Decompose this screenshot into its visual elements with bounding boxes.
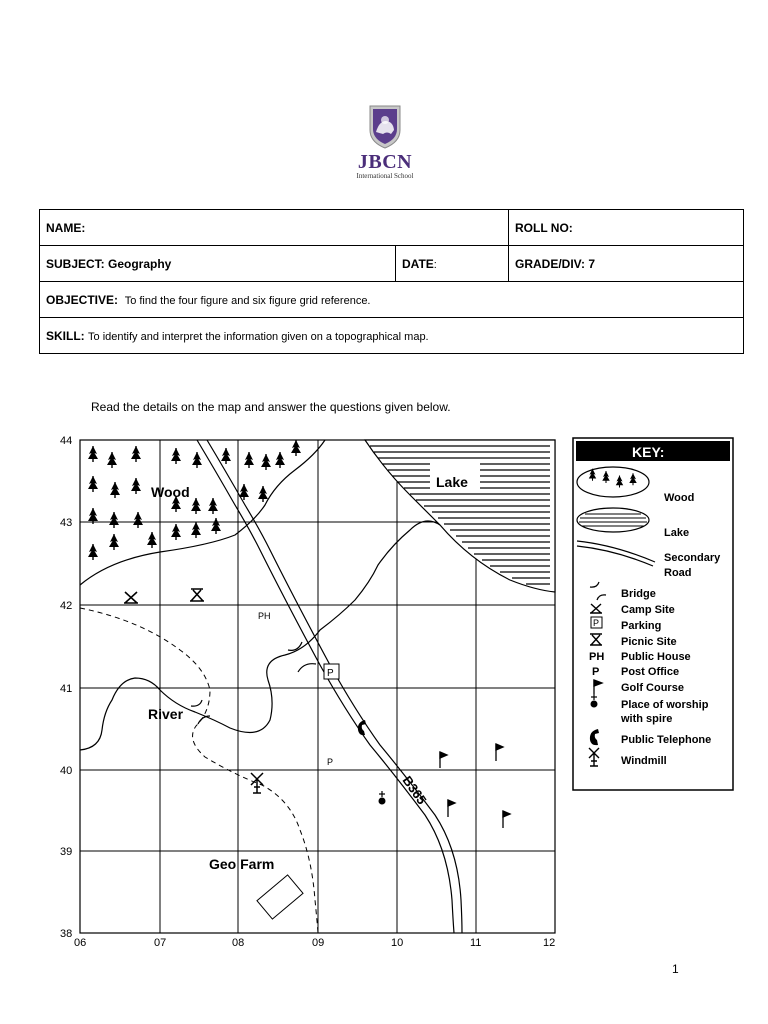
y-tick-39: 39 xyxy=(60,846,73,858)
y-tick-41: 41 xyxy=(60,683,73,695)
name-label: NAME: xyxy=(46,220,86,235)
wood-trees xyxy=(88,440,301,560)
instruction-text: Read the details on the map and answer the questions given below. xyxy=(91,400,451,414)
camp-site-icon xyxy=(124,592,138,603)
key-wood-icon xyxy=(577,467,649,497)
key-public-house-label: Public House xyxy=(621,651,691,663)
wood-label: Wood xyxy=(151,484,190,500)
x-tick-11: 11 xyxy=(470,937,482,949)
parking-symbol: P xyxy=(327,668,334,679)
lake-label: Lake xyxy=(436,474,468,490)
date-colon: : xyxy=(433,258,437,271)
key-parking-symbol: P xyxy=(593,618,600,628)
roll-label: ROLL NO: xyxy=(515,220,573,235)
picnic-site-icon xyxy=(190,589,204,601)
geo-farm-label: Geo Farm xyxy=(209,856,275,872)
grade-label: GRADE/DIV: 7 xyxy=(515,256,596,271)
golf-course-icon xyxy=(440,744,510,828)
x-tick-06: 06 xyxy=(74,937,87,949)
key-golf-course-label: Golf Course xyxy=(621,682,684,694)
key-windmill-label: Windmill xyxy=(621,755,667,767)
date-label: DATE xyxy=(402,256,434,271)
wood-boundary xyxy=(80,440,325,585)
objective-text: To find the four figure and six figure grid reference. xyxy=(124,294,371,307)
y-tick-40: 40 xyxy=(60,765,73,777)
key-p-symbol: P xyxy=(592,666,600,678)
y-tick-43: 43 xyxy=(60,517,73,529)
key-lake-icon xyxy=(577,508,649,532)
x-tick-10: 10 xyxy=(391,937,404,949)
x-tick-08: 08 xyxy=(232,937,245,949)
river-label: River xyxy=(148,706,184,722)
y-tick-38: 38 xyxy=(60,928,73,940)
bridge-icon xyxy=(191,642,316,724)
key-camp-site-label: Camp Site xyxy=(621,604,675,616)
key-ph-symbol: PH xyxy=(589,651,605,663)
y-tick-44: 44 xyxy=(60,435,73,447)
river xyxy=(80,521,440,750)
key-worship-label: Place of worship xyxy=(621,699,709,711)
subject-label: SUBJECT: Geography xyxy=(46,256,172,271)
key-wood-label: Wood xyxy=(664,492,695,504)
key-picnic-site-label: Picnic Site xyxy=(621,636,677,648)
public-house-symbol: PH xyxy=(258,611,271,621)
skill-label: SKILL: xyxy=(46,328,85,343)
skill-text: To identify and interpret the information given on a topographical map. xyxy=(88,330,429,343)
x-tick-09: 09 xyxy=(312,937,325,949)
x-tick-12: 12 xyxy=(543,937,556,949)
key-title: KEY: xyxy=(632,444,665,460)
key-secondary-label: Secondary xyxy=(664,552,721,564)
logo-subtitle: International School xyxy=(356,172,414,180)
geo-farm-building xyxy=(257,875,303,919)
map-key xyxy=(573,438,733,790)
windmill-icon xyxy=(251,773,263,793)
objective-label: OBJECTIVE: xyxy=(46,292,119,307)
key-post-office-label: Post Office xyxy=(621,666,680,678)
key-road-label: Road xyxy=(664,567,692,579)
x-tick-07: 07 xyxy=(154,937,167,949)
key-parking-label: Parking xyxy=(621,620,662,632)
y-tick-42: 42 xyxy=(60,600,73,612)
key-worship-label-line2: with spire xyxy=(621,713,673,725)
post-office-symbol: P xyxy=(327,757,334,767)
key-public-telephone-label: Public Telephone xyxy=(621,734,712,746)
road-label: B365 xyxy=(399,773,430,808)
key-lake-label: Lake xyxy=(664,527,690,539)
lake-area xyxy=(365,440,555,592)
key-bridge-label: Bridge xyxy=(621,588,656,600)
logo-brand: JBCN xyxy=(357,151,413,173)
place-of-worship-icon xyxy=(379,791,386,805)
page-number: 1 xyxy=(672,962,679,976)
public-telephone-icon xyxy=(358,720,366,735)
